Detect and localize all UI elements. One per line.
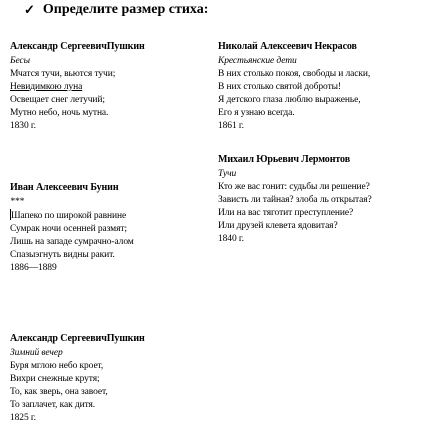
poem-author: Александр СергеевичПушкин xyxy=(10,333,145,344)
poem-author: Александр СергеевичПушкин xyxy=(10,41,145,52)
poem-line: Спазыэгнуть видны ракит. xyxy=(10,250,115,260)
poem-author: Николай Алексеевич Некрасов xyxy=(218,41,357,52)
poem-year: 1861 г. xyxy=(218,121,244,131)
poem-line xyxy=(10,209,134,223)
poem-line: Или друзей клевета ядовитая? xyxy=(218,221,338,231)
task-heading xyxy=(24,2,208,18)
poem-line: Мчатся тучи, вьются тучи; xyxy=(10,69,116,79)
poem-line: В них столько святой доброты! xyxy=(218,82,341,92)
poem-year: 1840 г. xyxy=(218,234,244,244)
poem-title: Крестьянские дети xyxy=(218,56,297,66)
poem-author: Михаил Юрьевич Лермонтов xyxy=(218,154,350,165)
poem-title: Зимний вечер xyxy=(10,348,63,358)
poem-line: Зависть ли тайная? злоба ль открытая? xyxy=(218,195,372,205)
poem-author: Иван Алексеевич Бунин xyxy=(10,182,119,193)
task-heading-text: Определите размер стиха: xyxy=(42,2,209,17)
poem-line: Освещает снег летучий; xyxy=(10,95,105,105)
poem-pushkin-zimniy-vecher xyxy=(10,332,145,425)
poem-line: Кто же вас гонит: судьбы ли решение? xyxy=(218,182,370,192)
poem-line: Я детского глаза люблю выраженье, xyxy=(218,95,361,105)
poem-nekrasov xyxy=(218,40,370,133)
poem-year: 1825 г. xyxy=(10,413,36,423)
poem-title: Тучи xyxy=(218,169,237,179)
checkmark-icon: ✓ xyxy=(24,2,35,17)
poem-title: *** xyxy=(10,197,24,207)
poem-year: 1830 г. xyxy=(10,121,36,131)
poem-line: Буря мглою небо кроет, xyxy=(10,361,104,371)
poem-year: 1886—1889 xyxy=(10,263,57,273)
poem-line: То заплачет, как дитя. xyxy=(10,400,96,410)
poem-line: Сумрак ночи осенней размят; xyxy=(10,224,127,234)
poem-line: Лишь на западе сумрачно-алом xyxy=(10,237,134,247)
poem-title: Бесы xyxy=(10,56,30,66)
poem-line: Мутно небо, ночь мутна. xyxy=(10,108,109,118)
poem-line-text: Шапеко по широкой равнине xyxy=(11,211,127,221)
poem-lermontov xyxy=(218,153,372,246)
poem-line: То, как зверь, она завоет, xyxy=(10,387,108,397)
poem-bunin xyxy=(10,181,134,275)
poem-line: Или на вас тяготит преступление? xyxy=(218,208,354,218)
poem-line: Его я узнаю всегда. xyxy=(218,108,295,118)
poem-pushkin-besy xyxy=(10,40,145,133)
poem-line: В них столько покоя, свободы и ласки, xyxy=(218,69,371,79)
poem-line: Вихри снежные крутя; xyxy=(10,374,100,384)
poem-line: Невидимкою луна xyxy=(10,82,83,92)
